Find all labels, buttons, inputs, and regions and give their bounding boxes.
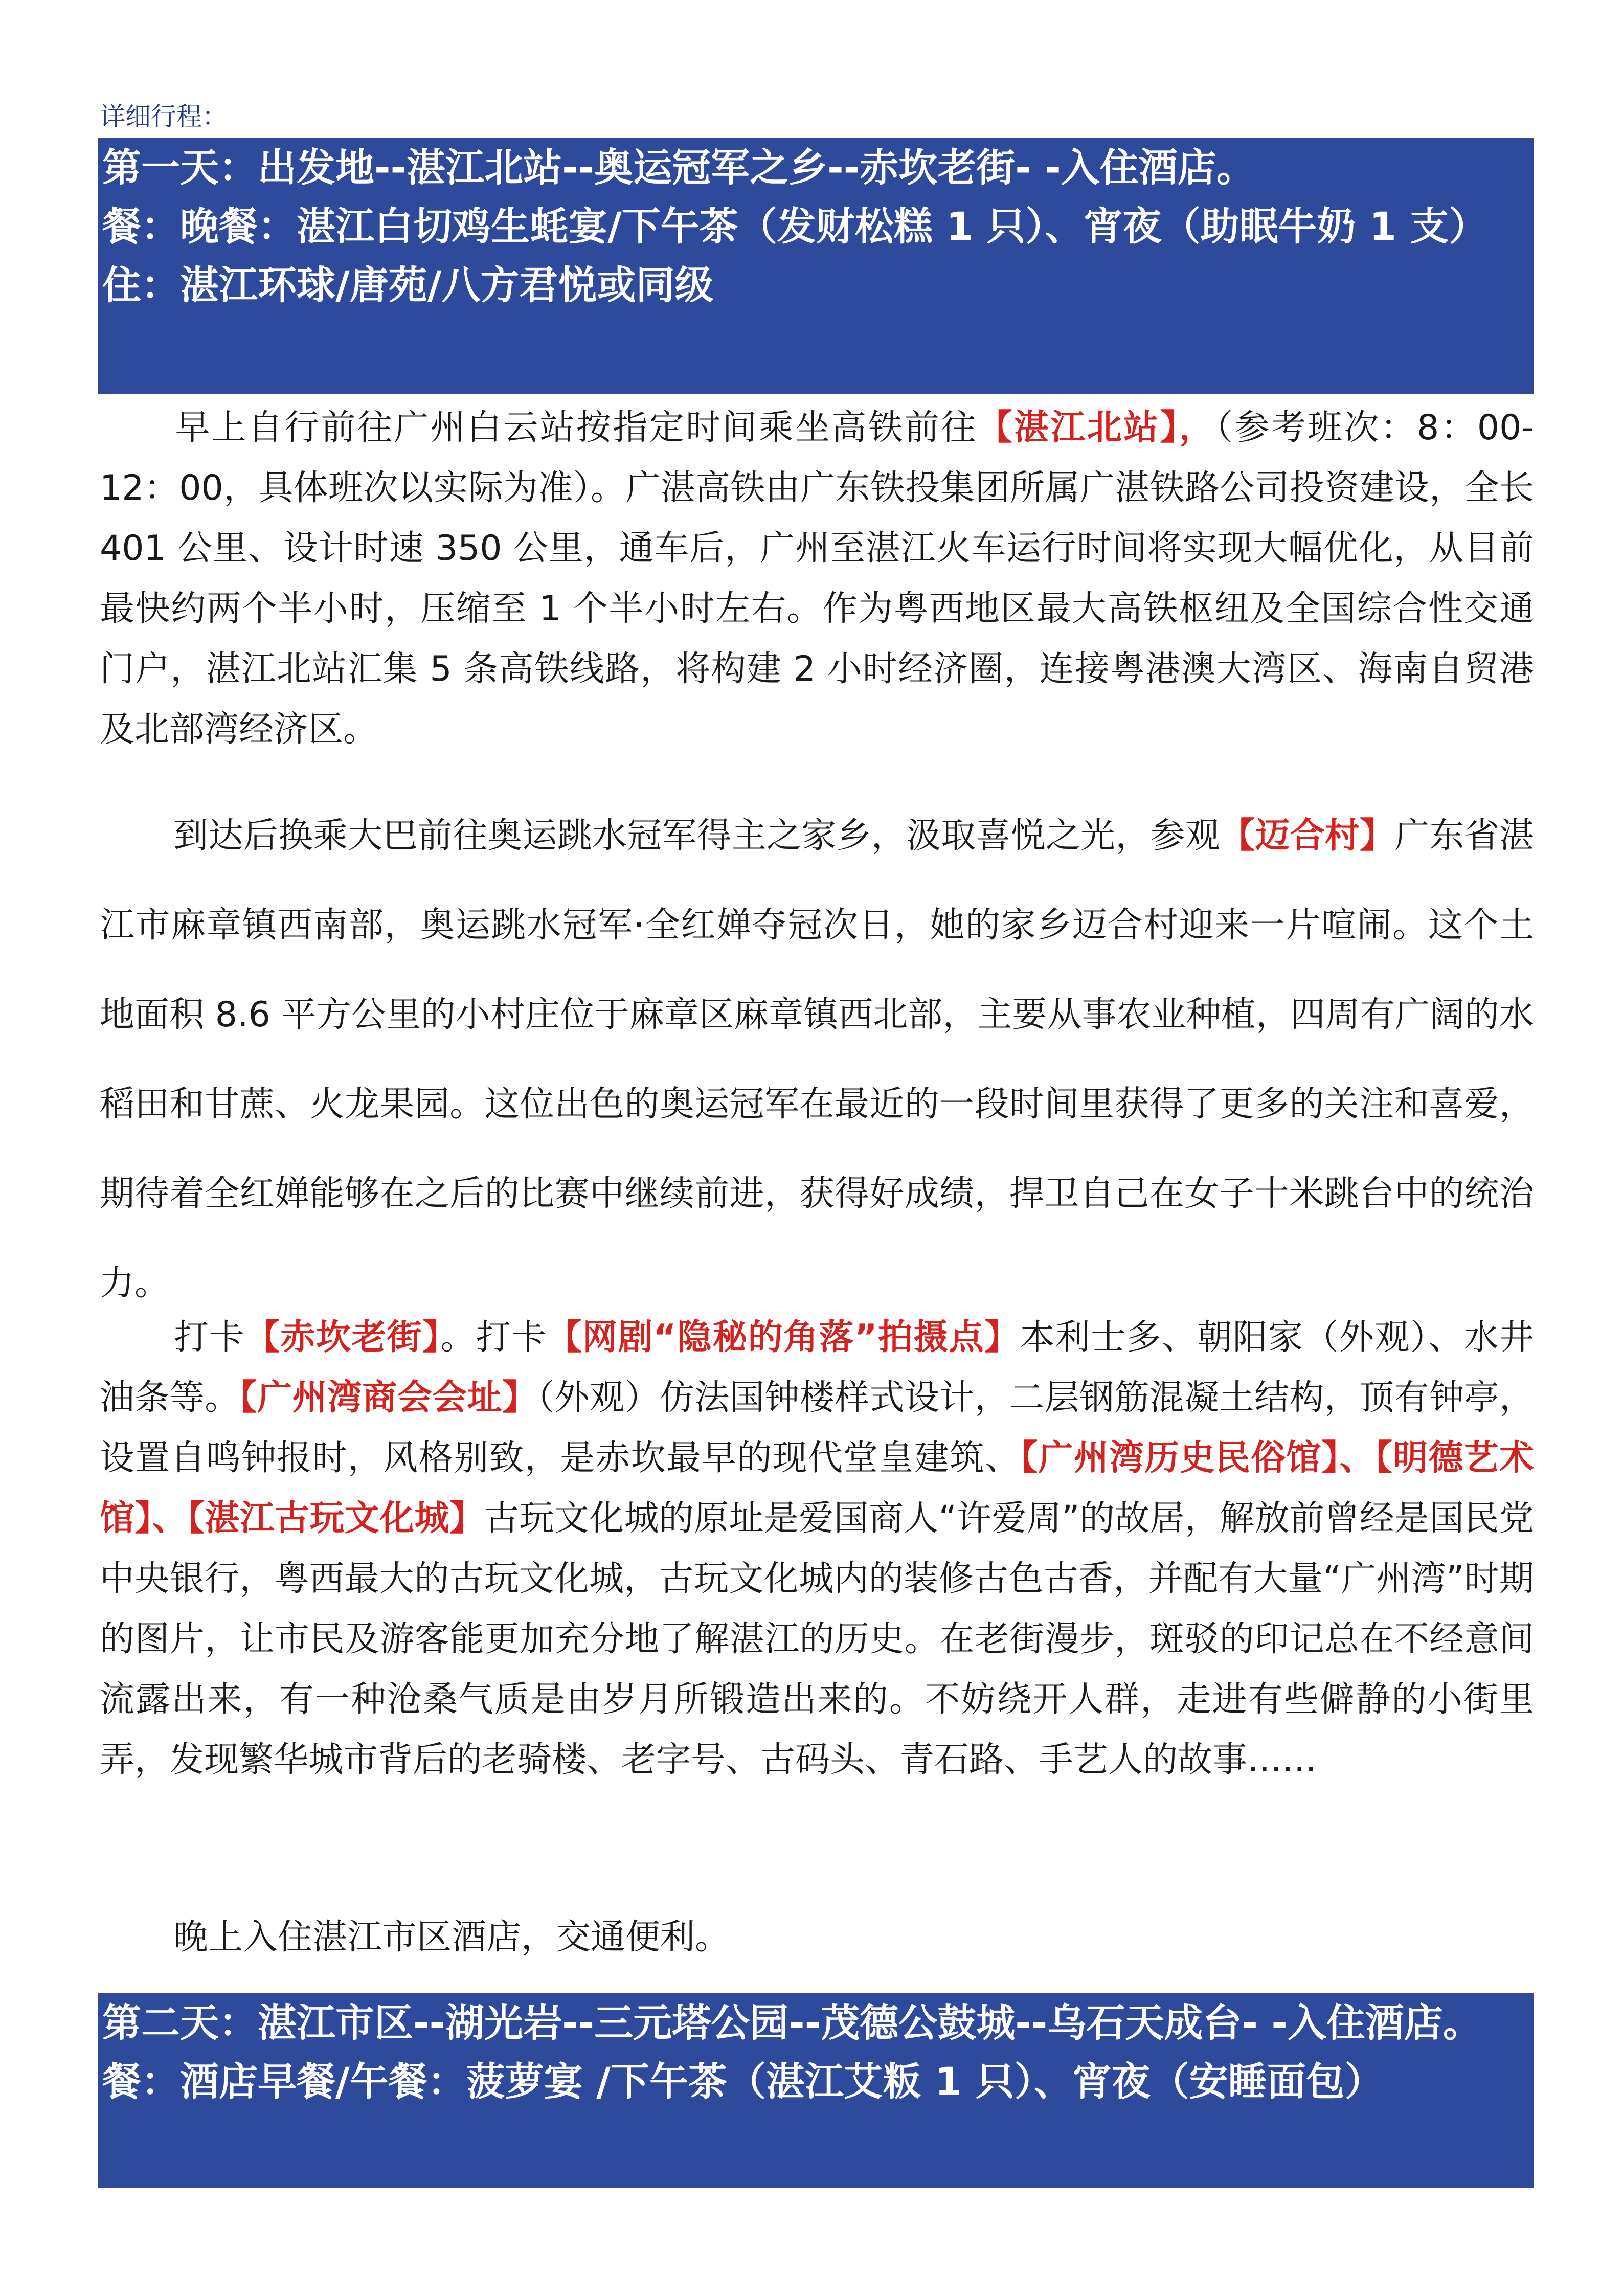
- p3-text-a: 打卡: [173, 1317, 245, 1358]
- day1-title: 第一天：出发地--湛江北站--奥运冠军之乡--赤坎老街- -入住酒店。: [102, 145, 1255, 190]
- p3-highlight-chamber: 【广州湾商会会址】: [239, 1378, 537, 1418]
- day2-meals: 餐：酒店早餐/午餐：菠萝宴 /下午茶（湛江艾粄 1 只）、宵夜（安睡面包）: [102, 2059, 1384, 2104]
- p3-highlight-filming-spot: 【网剧“隐秘的角落”拍摄点】: [547, 1317, 1020, 1358]
- day2-title: 第二天：湛江市区--湖光岩--三元塔公园--茂德公鼓城--乌石天成台- -入住酒店。: [102, 2000, 1482, 2045]
- p3-highlight-old-street: 【赤坎老街】: [245, 1317, 441, 1358]
- p3-highlight-museums: 【广州湾历史民俗馆】、【明德艺术馆】、【湛江古玩文化城】: [100, 1438, 1534, 1539]
- day1-stay: 住：湛江环球/唐苑/八方君悦或同级: [102, 262, 714, 308]
- p1-highlight-station: 【湛江北站】，: [977, 408, 1215, 448]
- paragraph-hotel: [100, 1907, 1534, 1968]
- p2-text-b: 广东省湛江市麻章镇西南部，奥运跳水冠军·全红婵夺冠次日，她的家乡迈合村迎来一片喧闹。这个土地面积 8.6 平方公里的小村庄位于麻章区麻章镇西北部，主要从事农业种植，四周有广阔的水稻田和甘蔗、火龙果园。这位出色的奥运冠军在最近的一段时间里获得了更多的关注和喜爱，期待着全红婵能够在之后的比赛中继续前进，获得好成绩，捍卫自己在女子十米跳台中的统治力。: [100, 816, 1534, 1303]
- p3-text-b: 。打卡: [440, 1317, 547, 1358]
- p3-text-d: （外观）仿法国钟楼样式设计，二层钢筋混凝土结构，顶有钟亭，设置自鸣钟报时，风格别致，是赤坎最早的现代堂皇建筑、: [100, 1378, 1534, 1478]
- p1-text-b: （参考班次：8：00-12：00，具体班次以实际为准）。广湛高铁由广东铁投集团所属广湛铁路公司投资建设，全长 401 公里、设计时速 350 公里，通车后，广州至湛江火车运行时间将实现大幅优化，从目前最快约两个半小时，压缩至 1 个半小时左右。作为粤西地区最大高铁枢纽及全国综合性交通门户，湛江北站汇集 5 条高铁线路，将构建 2 小时经济圈，连接粤港澳大湾区、海南自贸港及北部湾经济区。: [100, 408, 1534, 750]
- day1-header: [98, 138, 1534, 394]
- paragraph-old-street: [100, 1308, 1534, 1790]
- itinerary-intro: 详细行程：: [100, 102, 228, 131]
- paragraph-village: [100, 791, 1534, 1328]
- p1-text-a: 早上自行前往广州白云站按指定时间乘坐高铁前往: [173, 408, 978, 448]
- p2-highlight-village: 【迈合村】: [1220, 816, 1395, 856]
- paragraph-arrival: [100, 398, 1534, 760]
- p3-text-c: 本利士多、朝阳家（外观）、水井油条等。: [100, 1317, 1534, 1418]
- p2-text-a: 到达后换乘大巴前往奥运跳水冠军得主之家乡，汲取喜悦之光，参观: [173, 816, 1221, 856]
- day2-header: [98, 1993, 1534, 2188]
- day1-meals: 餐：晚餐：湛江白切鸡生蚝宴/下午茶（发财松糕 1 只）、宵夜（助眠牛奶 1 支）: [102, 204, 1488, 249]
- p3-text-e: 古玩文化城的原址是爱国商人“许爱周”的故居，解放前曾经是国民党中央银行，粤西最大的古玩文化城，古玩文化城内的装修古色古香，并配有大量“广州湾”时期的图片，让市民及游客能更加充分地了解湛江的历史。在老街漫步，斑驳的印记总在不经意间流露出来，有一种沧桑气质是由岁月所锻造出来的。不妨绕开人群，走进有些僻静的小街里弄，发现繁华城市背后的老骑楼、老字号、古码头、青石路、手艺人的故事……: [100, 1498, 1534, 1780]
- p4-text: 晚上入住湛江市区酒店，交通便利。: [173, 1917, 730, 1957]
